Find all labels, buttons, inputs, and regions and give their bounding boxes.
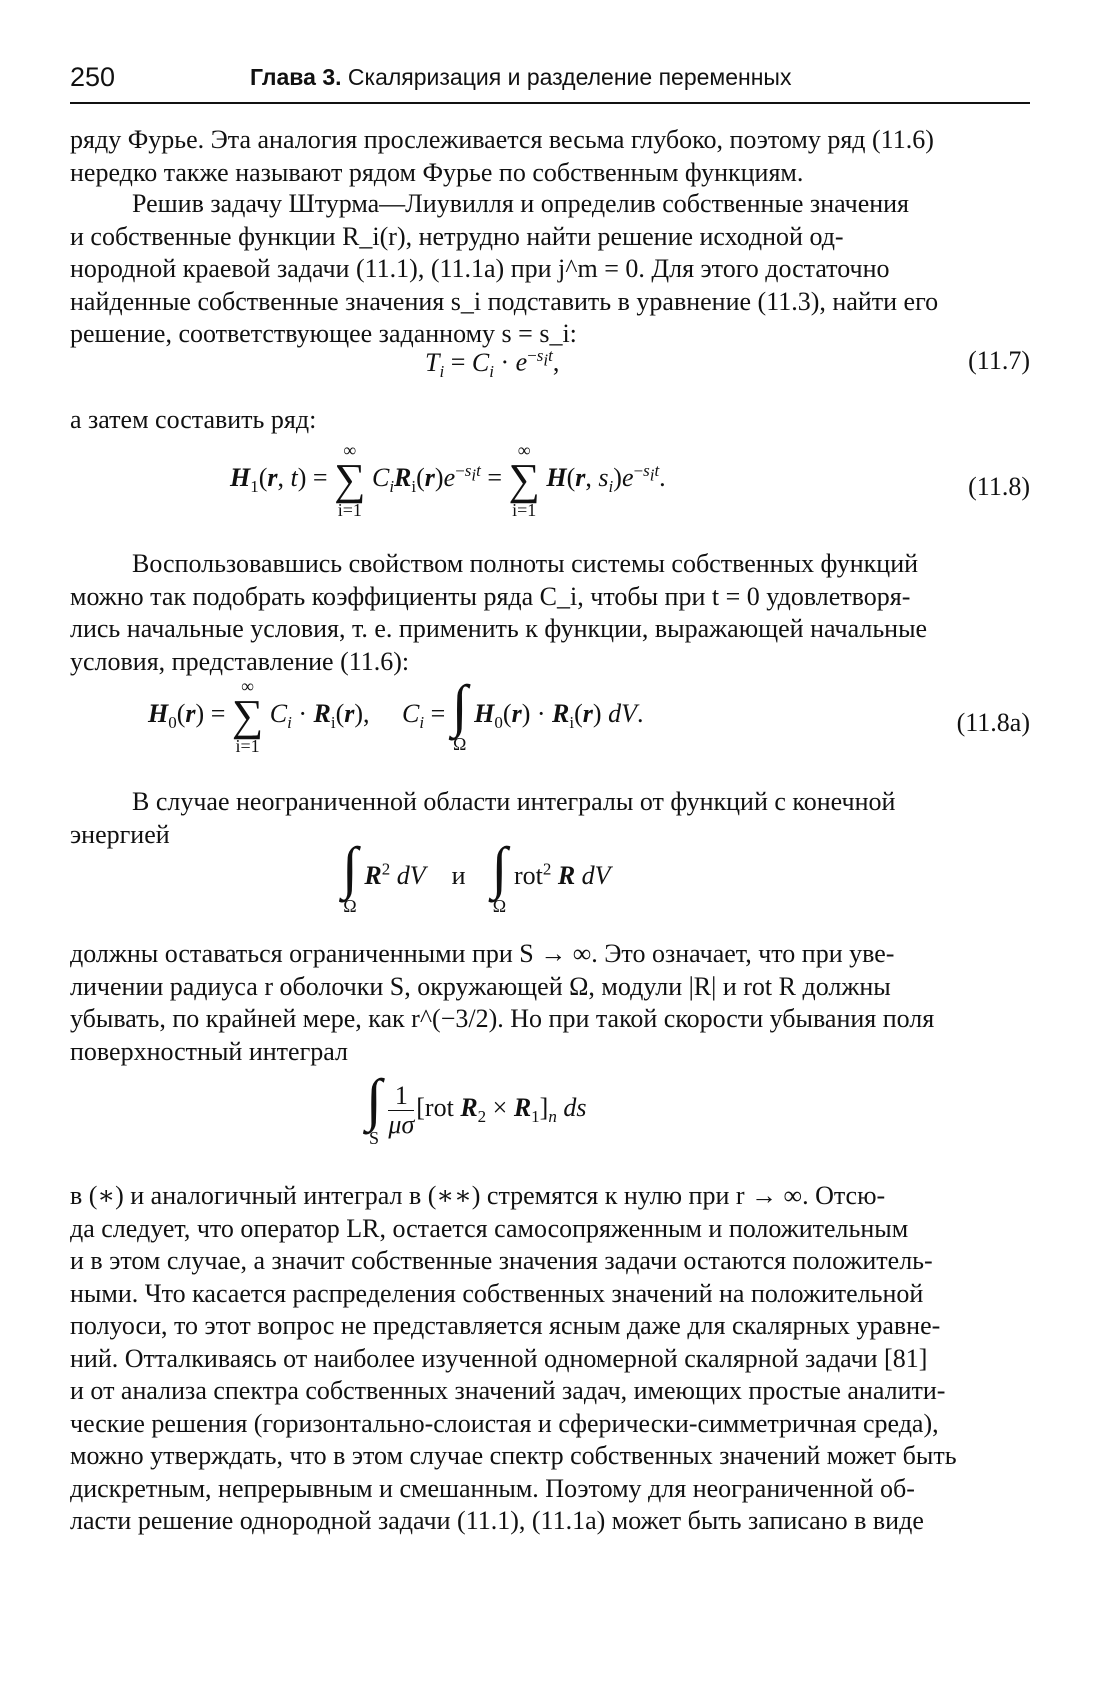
text-line: ряду Фурье. Эта аналогия прослеживается весьма глубоко, поэтому ряд (11.6) [70,125,934,154]
running-header [70,62,1030,102]
equation-11-8 [70,440,1030,540]
integral-domain: S [368,1128,379,1148]
text-line: можно так подобрать коэффициенты ряда C_i, чтобы при t = 0 удовлетворя- [70,581,911,611]
text-line: а затем составить ряд: [70,405,317,434]
text-line: в (∗) и аналогичный интеграл в (∗∗) стремятся к нулю при r → ∞. Отсю- [70,1181,886,1210]
text-line: ласти решение однородной задачи (11.1), (11.1а) может быть записано в виде [70,1506,924,1535]
text-line: полуоси, то этот вопрос не представляется ясным даже для скалярных уравне- [70,1311,941,1340]
formula: $H_0(r)$ = ∞ ∑ i=1 $C_i \cdot R_i(r)$, $C_i$ = ∫ Ω $H_0(r) \cdot R_i(r)$ dV. [148,673,644,756]
sum-upper: ∞ [343,440,357,460]
integral-domain: Ω [453,734,467,754]
running-title [250,64,791,91]
text-line: дискретным, непрерывным и смешанным. Поэтому для неограниченной об- [70,1473,915,1503]
paragraph-4 [70,548,1030,678]
paragraph-3 [70,404,1030,437]
text-line: ческие решения (горизонтально-слоистая и сферически-симметричная среда), [70,1408,939,1438]
energy-integrals [70,835,1030,930]
text-line: Воспользовавшись свойством полноты системы собственных функций [132,549,919,578]
equation-number: (11.8) [968,472,1030,501]
formula: $H_1(r$, t) = ∞ ∑ i=1 $C_iR_i(r)e^{-s_it}$ = ∞ ∑ i=1 H(r, $s_i)e^{-s_it}$. [230,440,666,520]
text-line: и собственные функции R_i(r), нетрудно найти решение исходной од- [70,221,844,251]
text-line: решение, соответствующее заданному s = s_i: [70,319,577,348]
chapter-label: Глава 3. [250,64,342,90]
equation-11-8a [70,673,1030,776]
text-line: ний. Отталкиваясь от наиболее изученной одномерной скалярной задачи [81] [70,1343,928,1373]
formula: ∫ S $\frac{1}{\mu\sigma}$ [rot $R_2 \times R_1]_n$ ds [366,1067,587,1148]
text-line: лись начальные условия, т. е. применить к функции, выражающей начальные [70,614,928,643]
paragraph-2 [70,188,1030,351]
formula: ∫ Ω $R^2$ dV и ∫ Ω rot$^2$ R dV [342,835,611,916]
paragraph-1 [70,124,1030,189]
text-line: Решив задачу Штурма—Лиувилля и определив собственные значения [132,189,910,218]
sum-lower: i=1 [337,500,362,520]
paragraph-6 [70,938,1030,1068]
text-line: да следует, что оператор LR, остается самосопряженным и положительным [70,1213,909,1243]
text-line: можно утверждать, что в этом случае спектр собственных значений может быть [70,1441,957,1470]
text-line: поверхностный интеграл [70,1036,348,1066]
text-line: и от анализа спектра собственных значений задач, имеющих простые аналити- [70,1376,946,1405]
text-line: энергией [70,819,170,849]
text-line: личении радиуса r оболочки S, окружающей Ω, модули |R| и rot R должны [70,971,891,1001]
text-line: должны оставаться ограниченными при S → ∞. Это означает, что при уве- [70,939,895,968]
surface-integral [70,1067,1030,1168]
text-line: ными. Что касается распределения собственных значений на положительной [70,1278,924,1308]
formula: $T_i = C_i \cdot e^{-s_it}$, [425,346,560,381]
text-line: нередко также называют рядом Фурье по собственным функциям. [70,157,804,187]
header-rule [70,102,1030,104]
text-line: найденные собственные значения s_i подставить в уравнение (11.3), найти его [70,286,939,316]
text-line: нородной краевой задачи (11.1), (11.1а) при j^m = 0. Для этого достаточно [70,254,890,283]
sum-lower: i=1 [235,736,260,756]
text-line: условия, представление (11.6): [70,646,410,676]
text-line: В случае неограниченной области интегралы от функций с конечной [132,787,896,816]
sum-upper: ∞ [517,440,531,460]
sum-upper: ∞ [241,676,254,696]
page-number: 250 [70,62,116,92]
equation-11-7 [70,346,1030,386]
paragraph-7 [70,1180,1030,1538]
text-line: убывать, по крайней мере, как r^(−3/2). Но при такой скорости убывания поля [70,1004,935,1033]
conjunction: и [451,860,466,890]
equation-number: (11.8a) [956,708,1030,737]
text-line: и в этом случае, а значит собственные значения задачи остаются положитель- [70,1246,933,1275]
integral-domain: Ω [492,896,507,916]
sum-lower: i=1 [512,500,537,520]
integral-domain: Ω [343,896,357,916]
chapter-title: Скаляризация и разделение переменных [347,64,792,90]
equation-number: (11.7) [968,346,1030,375]
